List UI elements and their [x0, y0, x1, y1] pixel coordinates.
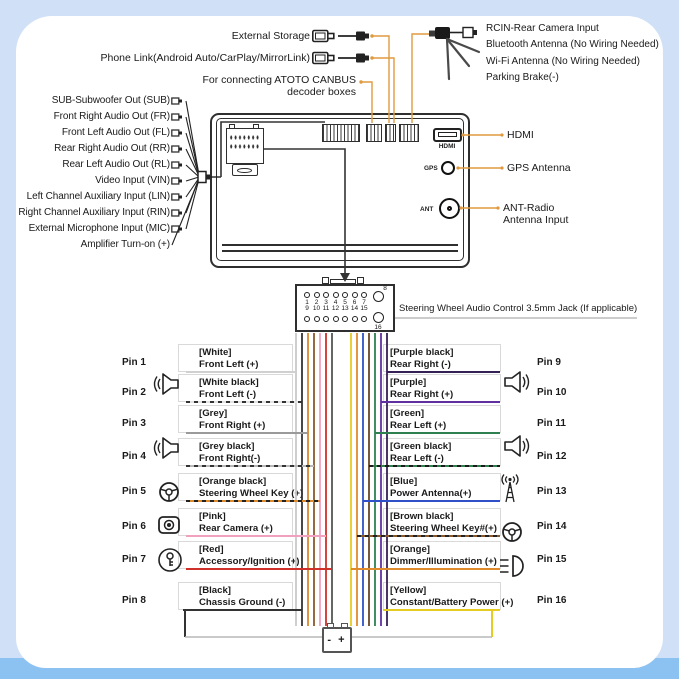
wire-function-label: Front Right(-): [199, 452, 261, 464]
external-storage-label: External Storage: [231, 30, 310, 42]
pin-number: Pin 1: [122, 357, 146, 368]
rca-plug-icon: [171, 144, 186, 154]
speaker-icon: [151, 371, 181, 397]
pin-label-box: [383, 405, 501, 433]
pin-row-14: [0, 508, 679, 536]
pin-hole: [323, 292, 329, 298]
pin-number: Pin 4: [122, 451, 146, 462]
wire-function-label: Rear Left (+): [390, 419, 447, 431]
wire-function-label: Chassis Ground (-): [199, 596, 286, 608]
canbus-label-line1: For connecting ATOTO CANBUS: [202, 74, 356, 86]
pin-row-12: [0, 438, 679, 466]
pin-number: Pin 15: [537, 554, 567, 565]
pin-hole: [304, 316, 310, 322]
pin-label-box: [383, 374, 501, 402]
unit-trim-line: [222, 250, 458, 252]
output-label-amp: Amplifier Turn-on (+): [80, 239, 170, 250]
wire-color-label: [Brown black]: [390, 511, 454, 522]
pin-hole: [342, 316, 348, 322]
wifi-antenna-label: Wi-Fi Antenna (No Wiring Needed): [486, 56, 640, 67]
wire-color-label: [Green black]: [390, 441, 452, 452]
pin-hole: [342, 292, 348, 298]
pin-number: Pin 7: [122, 554, 146, 565]
pin-number: Pin 11: [537, 418, 566, 429]
hdmi-port-label: HDMI: [438, 143, 456, 150]
pin-number: Pin 10: [537, 387, 567, 398]
output-label-mic: External Microphone Input (MIC): [28, 223, 170, 234]
output-label-rr: Rear Right Audio Out (RR): [54, 143, 170, 154]
gps-port-icon: [441, 161, 455, 175]
pin-row-11: [0, 405, 679, 433]
rca-plug-icon: [171, 160, 186, 170]
connector-top-tab: [322, 277, 329, 284]
pin-hole: [333, 316, 339, 322]
pin-number: Pin 12: [537, 451, 567, 462]
wire-color-label: [Purple black]: [390, 347, 454, 358]
output-label-rl: Rear Left Audio Out (RL): [62, 159, 170, 170]
pin-number-label: 5: [343, 299, 347, 306]
unit-trim-line: [222, 244, 458, 246]
pin-number: Pin 6: [122, 521, 146, 532]
gps-antenna-label: GPS Antenna: [507, 162, 571, 174]
pin-hole: [314, 316, 320, 322]
rca-plug-icon: [171, 176, 186, 186]
speaker-icon: [151, 435, 181, 461]
pin-number-label: 6: [352, 299, 357, 306]
wire-function-label: Front Right (+): [199, 419, 266, 431]
pin-number-label: 2: [314, 299, 319, 306]
rca-plug-icon: [171, 112, 186, 122]
battery-terminal: [341, 623, 348, 628]
pin-row-16: [0, 582, 679, 610]
wire-color-label: [White black]: [199, 377, 259, 388]
pin-label-box: [383, 438, 501, 466]
output-label-lin: Left Channel Auxiliary Input (LIN): [26, 191, 170, 202]
output-label-fr: Front Right Audio Out (FR): [53, 111, 170, 122]
wire-function-label: Constant/Battery Power (+): [390, 596, 514, 608]
pin-number-label: 1: [305, 299, 309, 306]
pin-label-box: [383, 344, 501, 372]
gps-port-label: GPS: [424, 165, 438, 172]
pin-number: Pin 5: [122, 486, 146, 497]
wire-function-label: Rear Left (-): [390, 452, 444, 464]
ant-radio-label-line2: Antenna Input: [503, 214, 569, 226]
harness-connector-small: [366, 124, 382, 142]
ignition-key-icon: [157, 547, 183, 573]
pin-row-15: [0, 541, 679, 569]
socket-pin-dots: [229, 133, 260, 153]
bluetooth-antenna-label: Bluetooth Antenna (No Wiring Needed): [486, 39, 659, 50]
rear-camera-icon: [158, 515, 180, 535]
wire-color-label: [Pink]: [199, 511, 226, 522]
power-antenna-icon: [497, 474, 523, 504]
dimmer-light-icon: [495, 554, 525, 578]
wire-color-label: [White]: [199, 347, 232, 358]
wire-color-label: [Black]: [199, 585, 231, 596]
steering-jack-label: Steering Wheel Audio Control 3.5mm Jack (If applicable): [399, 303, 638, 314]
wire-color-label: [Purple]: [390, 377, 427, 388]
pin-number: Pin 3: [122, 418, 146, 429]
rcin-label: RCIN-Rear Camera Input: [486, 23, 599, 34]
wire-function-label: Rear Right (+): [390, 388, 454, 400]
output-label-sub: SUB-Subwoofer Out (SUB): [51, 95, 170, 106]
pin-number-label: 16: [374, 323, 382, 331]
pin-hole: [361, 316, 367, 322]
battery-icon: [322, 627, 352, 653]
hdmi-port-inner: [438, 132, 457, 137]
wire-function-label: Steering Wheel Key#(+): [390, 522, 497, 534]
canbus-label-line2: decoder boxes: [287, 85, 356, 98]
pin-hole: [352, 316, 358, 322]
pin-hole: [314, 292, 320, 298]
wire-function-label: Front Left (-): [199, 388, 257, 400]
ant-port-label: ANT: [420, 206, 434, 213]
socket-oval: [237, 168, 252, 174]
steering-wheel-icon: [158, 481, 180, 503]
usb-plug-icon: [312, 28, 338, 44]
pin-number: Pin 2: [122, 387, 146, 398]
pin-hole: [352, 292, 358, 298]
pin-row-9: [0, 344, 679, 372]
pin-number: Pin 16: [537, 595, 567, 606]
pin-row-13: [0, 473, 679, 501]
rca-plug-icon: [171, 192, 186, 202]
pin-number-label: 10: [312, 305, 321, 312]
wire-color-label: [Yellow]: [390, 585, 427, 596]
output-label-fl: Front Left Audio Out (FL): [61, 127, 170, 138]
wire-function-label: Rear Right (-): [390, 358, 451, 370]
wire-function-label: Rear Camera (+): [199, 522, 273, 534]
pin-hole: [333, 292, 339, 298]
wire-function-label: Accessory/Ignition (+): [199, 555, 300, 567]
parking-brake-label: Parking Brake(-): [486, 72, 559, 83]
wire-function-label: Front Left (+): [199, 358, 259, 370]
speaker-icon: [502, 369, 532, 395]
pin-number-label: 9: [305, 305, 309, 312]
canbus-label: [196, 75, 356, 98]
harness-connector-small: [399, 124, 419, 142]
pin-number: Pin 8: [122, 595, 146, 606]
rca-plug-icon: [171, 96, 186, 106]
pin-number: Pin 14: [537, 521, 567, 532]
rca-plug-icon: [171, 208, 186, 218]
wire-color-label: [Orange]: [390, 544, 430, 555]
pin-label-box: [383, 582, 514, 610]
ant-port-center-dot: [447, 206, 452, 211]
connector-top-tab: [357, 277, 364, 284]
ant-radio-label: [503, 202, 568, 226]
pin-number-label: 12: [331, 305, 340, 312]
wire-function-label: Power Antenna(+): [390, 487, 472, 499]
wire-color-label: [Grey black]: [199, 441, 255, 452]
pin-hole: [323, 316, 329, 322]
rca-plug-icon: [171, 128, 186, 138]
steering-wheel-icon: [501, 521, 523, 543]
output-label-rin: Right Channel Auxiliary Input (RIN): [18, 207, 170, 218]
socket-lower-piece: [232, 164, 258, 176]
wire-function-label: Dimmer/Illumination (+): [390, 555, 497, 567]
wire-color-label: [Blue]: [390, 476, 418, 487]
pin-label-box: [383, 473, 501, 501]
wire-color-label: [Green]: [390, 408, 425, 419]
pin-number-label: 8: [383, 285, 387, 292]
pin-number-label: 3: [324, 299, 328, 306]
pin-label-box: [383, 541, 501, 569]
phone-link-label: Phone Link(Android Auto/CarPlay/MirrorLink): [100, 52, 310, 64]
pin-number: Pin 9: [537, 357, 561, 368]
wire-function-label: Steering Wheel Key (+): [199, 487, 304, 499]
pin-row-10: [0, 374, 679, 402]
pin-number-label: 4: [333, 299, 338, 306]
rca-plug-icon: [171, 224, 186, 234]
battery-polarity-label: - +: [327, 634, 347, 646]
pin-number-label: 14: [350, 305, 359, 312]
wire-color-label: [Grey]: [199, 408, 228, 419]
ant-radio-label-line1: ANT-Radio: [503, 202, 555, 214]
main-socket-block: [226, 128, 264, 164]
pin-hole-8: [373, 291, 384, 302]
pin-number-label: 15: [360, 305, 368, 312]
hdmi-label: HDMI: [507, 129, 534, 141]
pin-number: Pin 13: [537, 486, 567, 497]
harness-connector-wide: [322, 124, 360, 142]
usb-plug-icon: [312, 50, 338, 66]
pin-hole: [361, 292, 367, 298]
pin-label-box: [383, 508, 501, 536]
harness-connector-small: [385, 124, 396, 142]
pin-hole: [304, 292, 310, 298]
pin-hole-16: [373, 312, 384, 323]
battery-terminal: [327, 623, 334, 628]
pin-number-label: 11: [322, 305, 330, 312]
pin-number-label: 7: [362, 299, 366, 306]
output-label-vin: Video Input (VIN): [95, 175, 170, 186]
wire-color-label: [Orange black]: [199, 476, 267, 487]
pin-number-label: 13: [341, 305, 349, 312]
speaker-icon: [502, 433, 532, 459]
wire-color-label: [Red]: [199, 544, 224, 555]
